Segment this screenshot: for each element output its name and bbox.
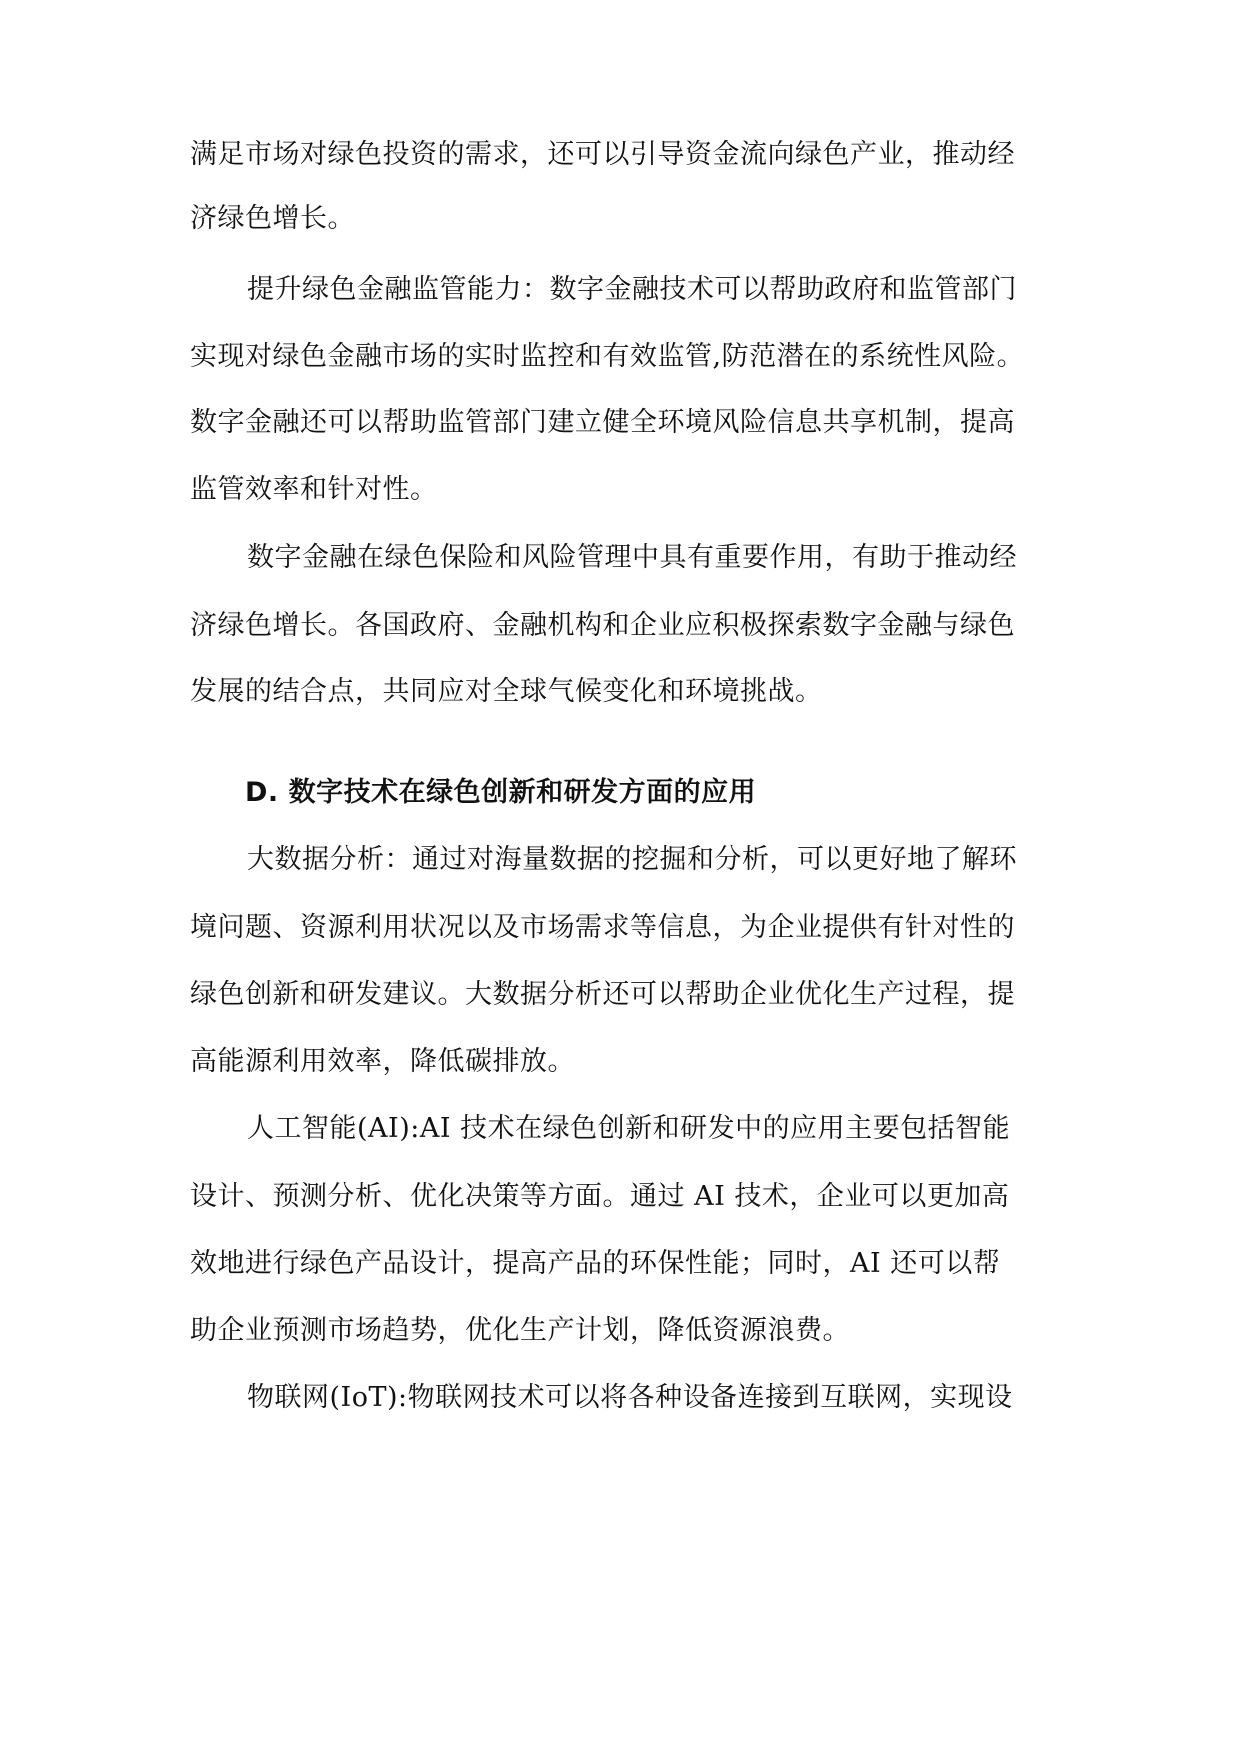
text-line: 人工智能(AI):AI 技术在绿色创新和研发中的应用主要包括智能 xyxy=(247,1113,1011,1144)
text-line: 数字金融在绿色保险和风险管理中具有重要作用，有助于推动经 xyxy=(247,542,1017,573)
text-line: 实现对绿色金融市场的实时监控和有效监管,防范潜在的系统性风险。 xyxy=(190,341,1025,372)
text-line: 数字金融还可以帮助监管部门建立健全环境风险信息共享机制，提高 xyxy=(190,407,1015,438)
text-line: 济绿色增长。 xyxy=(190,203,355,234)
text-line: 满足市场对绿色投资的需求，还可以引导资金流向绿色产业，推动经 xyxy=(190,139,1015,170)
text-line: 助企业预测市场趋势，优化生产计划，降低资源浪费。 xyxy=(190,1315,850,1346)
text-line: 监管效率和针对性。 xyxy=(190,474,438,505)
section-heading: D. 数字技术在绿色创新和研发方面的应用 xyxy=(245,777,757,808)
text-line: 绿色创新和研发建议。大数据分析还可以帮助企业优化生产过程，提 xyxy=(190,979,1015,1010)
text-line: 物联网(IoT):物联网技术可以将各种设备连接到互联网，实现设 xyxy=(247,1382,1013,1413)
text-line: 大数据分析：通过对海量数据的挖掘和分析，可以更好地了解环 xyxy=(247,844,1017,875)
text-line: 境问题、资源利用状况以及市场需求等信息，为企业提供有针对性的 xyxy=(190,912,1015,943)
text-line: 高能源利用效率，降低碳排放。 xyxy=(190,1046,575,1077)
text-line: 发展的结合点，共同应对全球气候变化和环境挑战。 xyxy=(190,676,823,707)
text-line: 设计、预测分析、优化决策等方面。通过 AI 技术，企业可以更加高 xyxy=(190,1181,1010,1212)
text-line: 效地进行绿色产品设计，提高产品的环保性能；同时，AI 还可以帮 xyxy=(190,1248,1001,1279)
text-line: 济绿色增长。各国政府、金融机构和企业应积极探索数字金融与绿色 xyxy=(190,610,1015,641)
text-line: 提升绿色金融监管能力：数字金融技术可以帮助政府和监管部门 xyxy=(247,274,1017,305)
